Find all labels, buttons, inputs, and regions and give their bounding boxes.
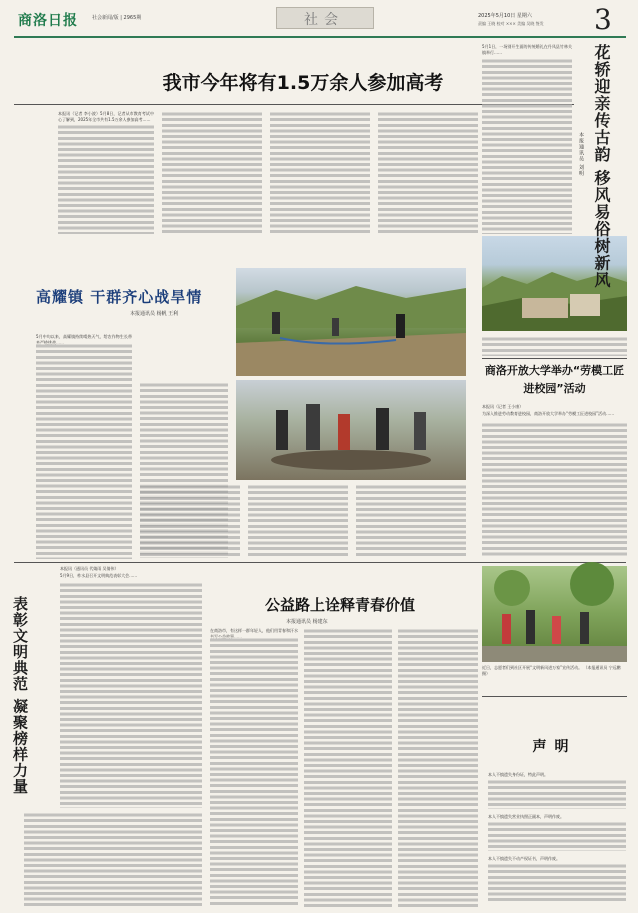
labor-byline: 本报讯（记者 王小康） — [482, 404, 524, 409]
volunteer-byline: 本报通讯员 杨建东 — [286, 619, 328, 625]
lead-byline: 本报讯（记者 李小波）5月8日，记者从市教育考试中心了解到，2025年全市共有1.5万余人参加高考…… — [58, 111, 154, 122]
notice-item-1-body — [488, 779, 626, 809]
lead-body-col1 — [58, 124, 154, 234]
issue-date: 2025年5月10日 星期六 — [478, 13, 532, 19]
left-vertical-headline: 表彰文明典范 凝聚榜样力量 — [11, 596, 29, 795]
feature1-byline: 本报通讯员 杨帆 王利 — [130, 311, 179, 317]
notice-item-2-body — [488, 821, 626, 851]
notice-divider — [482, 696, 627, 697]
lead-headline: 我市今年将有1.5万余人参加高考 — [162, 72, 444, 94]
notice-item-1: 本人不慎遗失身份证，特此声明。 — [488, 772, 548, 777]
notice-photo — [482, 566, 627, 662]
left-vertical-byline: 本报讯（通讯员 代婧雨 吴倩伟） — [60, 566, 119, 571]
edition-label: 社会新闻/版 | 2965期 — [92, 15, 142, 21]
volunteer-intro: 在商洛市，有这样一群年轻人，他们用青春和汗水 — [210, 628, 298, 633]
feature1-headline: 高耀镇 干群齐心战旱情 — [36, 288, 203, 306]
right-feature-byline: 本报通讯员 刘明 — [578, 132, 584, 177]
left-vertical-body-col1 — [60, 582, 202, 808]
labor-divider — [482, 358, 627, 359]
feature1-body-col3 — [140, 484, 240, 558]
notice-title: 声明 — [532, 739, 577, 755]
volunteer-body-col3 — [398, 628, 478, 907]
volunteer-body-col2 — [304, 628, 392, 907]
lead-body-col2 — [162, 111, 262, 234]
feature1-body-col1 — [36, 343, 132, 559]
left-vertical-body-col2 — [24, 812, 202, 906]
feature1-body-col4 — [248, 484, 348, 558]
feature1-intro: 5月中旬以来，高耀镇持续晴热天气，给农作物生长带 — [36, 334, 132, 339]
feature1-body-col5 — [356, 484, 466, 558]
right-feature-body-col2 — [482, 336, 627, 356]
lead-body-col3 — [270, 111, 370, 234]
section-separator — [14, 562, 626, 563]
left-vertical-intro: 5月9日，柞水县召开文明典范表彰大会…… — [60, 573, 138, 578]
right-feature-body-col1 — [482, 58, 572, 234]
labor-body — [482, 422, 627, 556]
volunteer-headline: 公益路上诠释青春价值 — [264, 596, 415, 614]
editor-credits: 责编 王晓 校对 ××× 美编 吴晓 签发 — [478, 21, 544, 26]
newspaper-logo: 商洛日报 — [18, 13, 78, 29]
masthead — [0, 0, 638, 40]
notice-photo-caption: 近日，志愿者们到社区开展“文明新风进万家”宣传活动。 （本报通讯员 宁远鹏 摄） — [482, 665, 621, 676]
right-feature-intro: 5月1日，一场别开生面的传统婚礼在丹凤县竹林关镇举行…… — [482, 44, 572, 55]
labor-intro: 为深入推进劳动教育进校园，商洛开放大学举办“劳模工匠进校园”活动…… — [482, 411, 615, 416]
masthead-rule — [14, 36, 626, 38]
feature1-photo-top — [236, 268, 466, 376]
volunteer-body-col1 — [210, 637, 298, 907]
lead-body-col4 — [378, 111, 478, 234]
notice-item-3: 本人不慎遗失不动产权证书，声明作废。 — [488, 856, 560, 861]
section-title: 社会 — [304, 12, 344, 28]
page-number: 3 — [594, 3, 612, 36]
notice-item-2: 本人不慎遗失营业执照正副本，声明作废。 — [488, 814, 564, 819]
labor-headline: 商洛开放大学举办“劳模工匠进校园”活动 — [484, 364, 625, 395]
right-feature-headline: 花轿迎亲传古韵 移风易俗树新风 — [592, 44, 611, 289]
notice-item-3-body — [488, 863, 626, 903]
feature1-photo-bottom — [236, 380, 466, 480]
